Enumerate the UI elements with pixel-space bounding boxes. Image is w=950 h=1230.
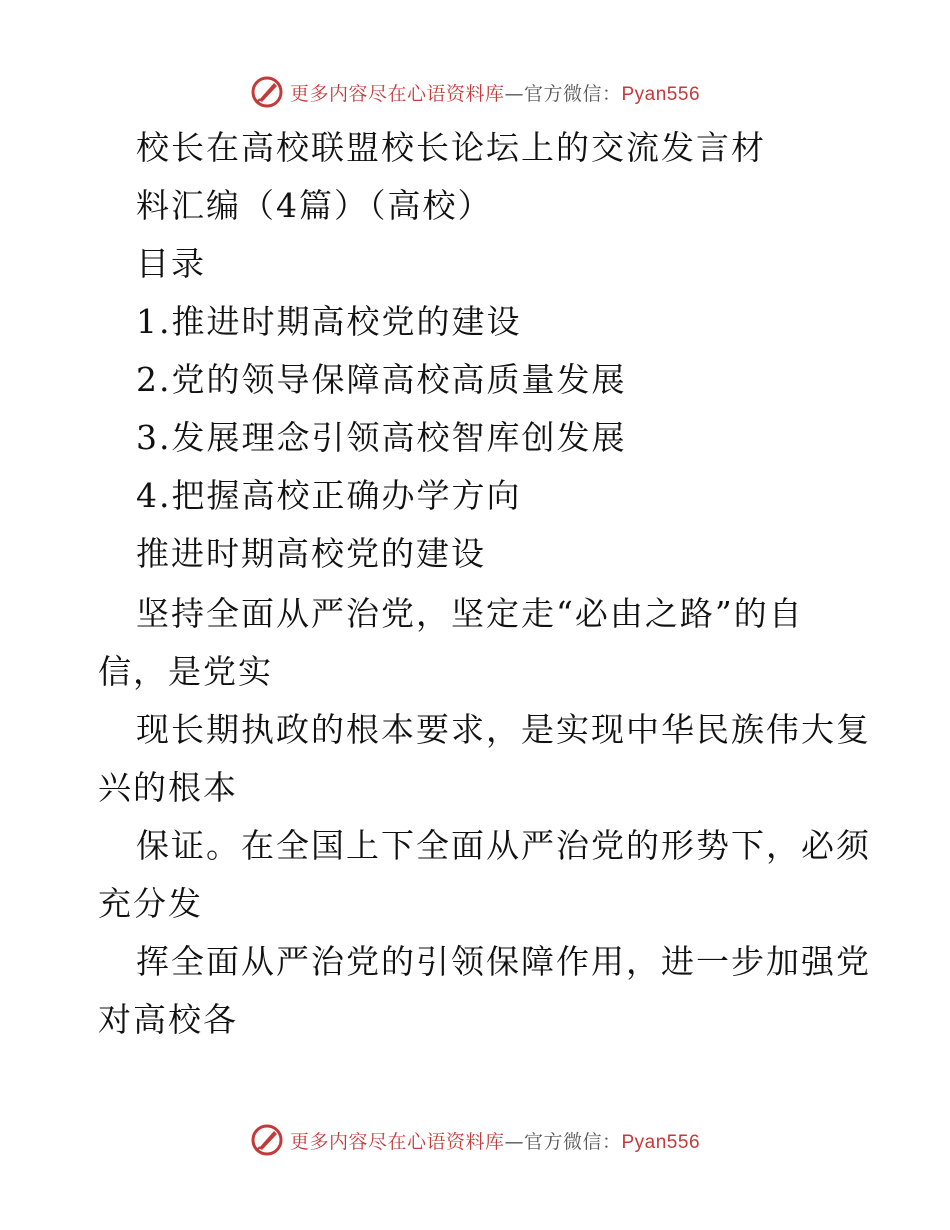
footer-watermark xyxy=(0,1120,950,1160)
paragraph-line-4: 兴的根本 xyxy=(98,768,238,807)
watermark-separator: —官方微信： xyxy=(504,1130,622,1153)
quill-pen-logo-icon xyxy=(250,75,284,109)
toc-heading: 目录 xyxy=(136,244,206,283)
paragraph-line-7: 挥全面从严治党的引领保障作用，进一步加强党 xyxy=(136,942,871,981)
document-title-line-1: 校长在高校联盟校长论坛上的交流发言材 xyxy=(136,128,766,167)
watermark-brand: 更多内容尽在心语资料库 xyxy=(289,82,505,105)
paragraph-line-2: 信，是党实 xyxy=(98,652,273,691)
watermark-text xyxy=(290,79,700,106)
watermark-wechat-id: Pyan556 xyxy=(621,83,701,105)
document-title-line-2: 料汇编（4篇）（高校） xyxy=(136,186,493,225)
paragraph-line-1: 坚持全面从严治党，坚定走“必由之路”的自 xyxy=(136,594,804,633)
paragraph-line-8: 对高校各 xyxy=(98,1000,238,1039)
section-heading: 推进时期高校党的建设 xyxy=(136,534,486,573)
watermark-wechat-id: Pyan556 xyxy=(621,1131,701,1153)
toc-item-3: 3.发展理念引领高校智库创发展 xyxy=(136,418,627,457)
toc-item-2: 2.党的领导保障高校高质量发展 xyxy=(136,360,627,399)
quill-pen-logo-icon xyxy=(250,1123,284,1157)
header-watermark xyxy=(0,72,950,112)
paragraph-line-5: 保证。在全国上下全面从严治党的形势下，必须 xyxy=(136,826,871,865)
toc-item-4: 4.把握高校正确办学方向 xyxy=(136,476,522,515)
watermark-brand: 更多内容尽在心语资料库 xyxy=(289,1130,505,1153)
paragraph-line-6: 充分发 xyxy=(98,884,203,923)
paragraph-line-3: 现长期执政的根本要求，是实现中华民族伟大复 xyxy=(136,710,871,749)
watermark-text xyxy=(290,1127,700,1154)
toc-item-1: 1.推进时期高校党的建设 xyxy=(136,302,522,341)
watermark-separator: —官方微信： xyxy=(504,82,622,105)
